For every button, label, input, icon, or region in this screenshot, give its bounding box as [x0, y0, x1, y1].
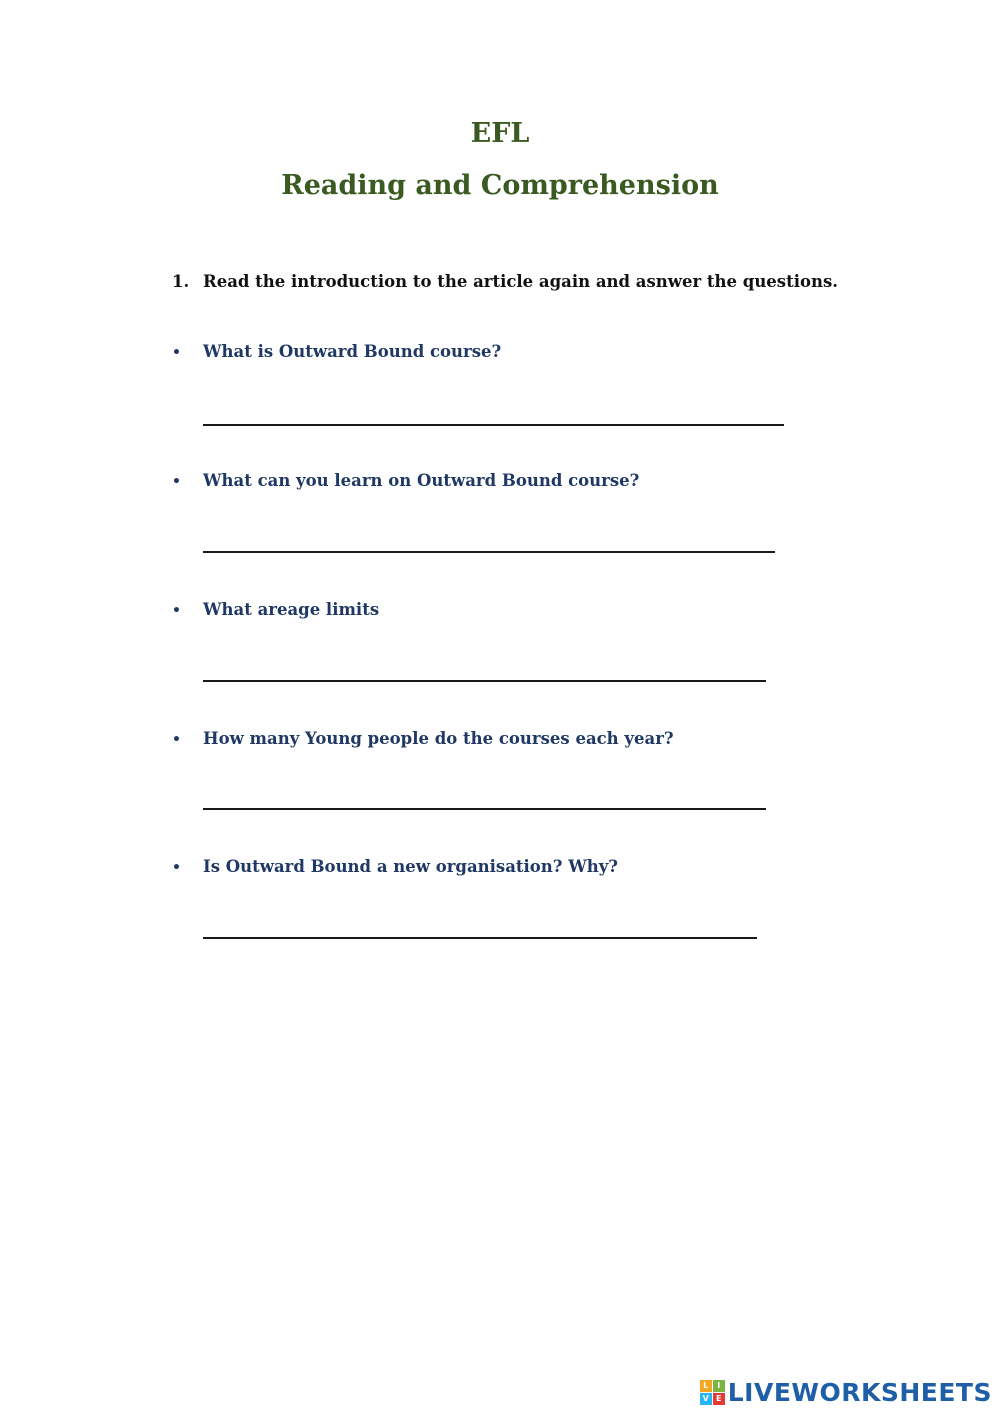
question-text: How many Young people do the courses each year? [203, 729, 674, 748]
logo-letter: L [700, 1380, 712, 1392]
answer-line[interactable] [203, 937, 757, 939]
instruction [172, 272, 838, 291]
logo-letter: E [713, 1393, 725, 1405]
logo-text: LIVEWORKSHEETS [727, 1378, 992, 1407]
logo-letter: V [700, 1393, 712, 1405]
question-item [172, 471, 639, 490]
answer-line[interactable] [203, 680, 766, 682]
logo-letter: I [713, 1380, 725, 1392]
bullet-icon: • [172, 345, 181, 361]
question-text: What can you learn on Outward Bound course? [203, 471, 640, 490]
question-item [172, 600, 379, 619]
question-item [172, 857, 618, 876]
bullet-icon: • [172, 860, 181, 876]
bullet-icon: • [172, 474, 181, 490]
logo-mark-icon [700, 1380, 725, 1405]
page-subtitle: Reading and Comprehension [281, 170, 719, 201]
page-title: EFL [470, 118, 530, 149]
instruction-text: Read the introduction to the article again and asnwer the questions. [203, 272, 839, 291]
question-item [172, 729, 674, 748]
bullet-icon: • [172, 603, 181, 619]
question-text: What areage limits [203, 600, 380, 619]
question-text: Is Outward Bound a new organisation? Why? [203, 857, 618, 876]
question-text: What is Outward Bound course? [203, 342, 502, 361]
liveworksheets-logo [700, 1378, 992, 1407]
bullet-icon: • [172, 732, 181, 748]
instruction-number: 1. [172, 272, 190, 291]
answer-line[interactable] [203, 551, 775, 553]
answer-line[interactable] [203, 808, 766, 810]
question-item [172, 342, 501, 361]
answer-line[interactable] [203, 424, 784, 426]
